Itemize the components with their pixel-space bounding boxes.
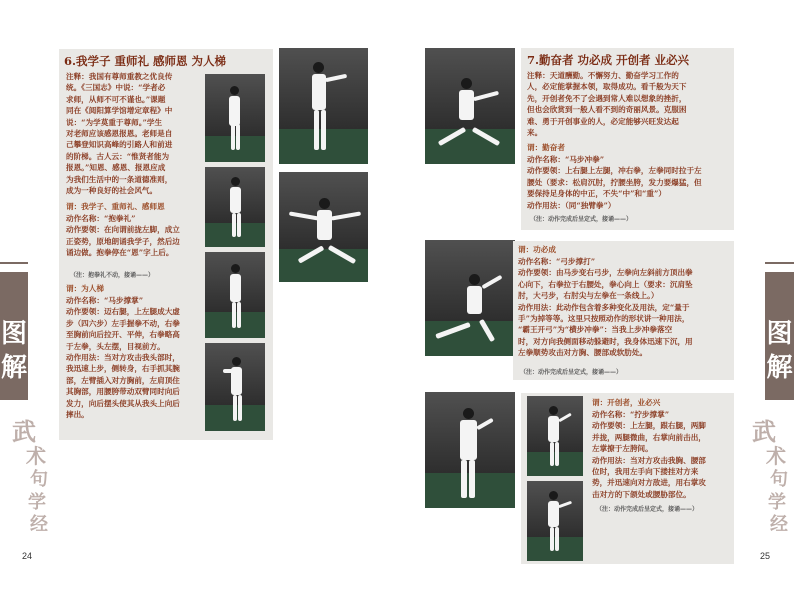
right-tab-char-2: 解: [766, 353, 793, 383]
left-watermark-char-1: 武: [12, 417, 36, 446]
right-subheading-1: 谓：勤奋者: [527, 143, 565, 152]
left-tab-line: [0, 262, 28, 264]
right-subheading-3: 谓：开创者，业必兴: [592, 398, 661, 407]
right-photo-5: [527, 481, 583, 561]
left-photo-4: [205, 343, 265, 431]
right-subheading-2: 谓：功必成: [518, 245, 556, 254]
left-photo-3: [205, 252, 265, 338]
right-watermark-char-1: 武: [752, 417, 776, 446]
right-watermark-char-4: 学: [768, 492, 786, 513]
left-note-1: （注：抱拳礼不动，接诵——）: [70, 272, 155, 279]
right-photo-2: [425, 240, 515, 356]
right-page-number: 25: [760, 551, 771, 561]
left-tab-char-2: 解: [0, 353, 27, 383]
left-watermark-char-4: 学: [28, 492, 46, 513]
left-watermark-char-3: 句: [30, 469, 48, 490]
right-block-3: 动作名称：“拧步撑掌” 动作要领：上左腿，跟右腿，两脚 并拢，两腿微曲，右掌向前击出， 左掌撩于左胯间。 动作用法：当对方攻击我胸、腰部 位时，我用左手向下搂挂对方来 势，并迅速向对方敌进，用右掌攻 击对方的下颌处或腰胁部位。: [592, 410, 706, 499]
right-note-1: （注：动作完成后呈定式，接诵——）: [530, 216, 633, 223]
right-photo-4: [527, 396, 583, 476]
left-tab-char-1: 图: [0, 319, 27, 349]
left-page-number: 24: [22, 551, 33, 561]
right-tab-line: [765, 262, 794, 264]
left-photo-large-1: [279, 48, 368, 164]
left-block-2: 动作名称：“马步撑掌” 动作要领：迈右腿，上左腿成大虚 步（四六步）左手握拳不动，右拳 至胸前向后拉开、平伸，右拳略高 于左拳，头左摆，目视前方。 动作用法：当对方攻击我头部时， 我迅速上步，侧转身，右手抓其腕 部，左臂插入对方胸前，左肩顶住 其胸部，用腰胯带动双臂同时向后 发力，向后摆头使其从我头上向后 摔出。: [66, 296, 180, 420]
left-photo-1: [205, 74, 265, 162]
right-tab-char-1: 图: [766, 319, 793, 349]
left-subheading-2: 谓：为人梯: [66, 284, 104, 293]
right-block-2: 动作名称：“弓步撑打” 动作要领：由马步变右弓步，左拳向左斜前方顶出拳 心向下，右拳拉于右腰处，拳心向上（要求：沉肩坠 肘，大弓步，右肘尖与左拳在一条线上。） 动作用法：此动作包含着多种变化及用法，定“量于 手”为掉等等。这里只按照动作的形状讲一种用法， “霸王开弓”为“横步冲拳”：当我上步冲拳落空 时，对方向我侧面移动躲避时，我身体迅速下沉，用 左拳顺势攻击对方胸、腰部或软肋处。: [518, 257, 693, 358]
right-note-3: （注：动作完成后呈定式，接诵——）: [596, 506, 699, 513]
left-watermark-char-5: 经: [30, 514, 48, 535]
left-block-1: 动作名称：“抱拳礼” 动作要领：在向谓前拢左脚，成立 正姿势，原地朗诵我学子，然后边 诵边做。抱拳停在“恩”字上后。: [66, 214, 180, 258]
right-watermark-char-3: 句: [770, 469, 788, 490]
right-watermark-char-2: 术: [766, 444, 786, 468]
left-subheading-1: 谓：我学子、重师礼、感师恩: [66, 202, 165, 211]
right-photo-1: [425, 48, 515, 164]
left-photo-2: [205, 167, 265, 247]
right-watermark-char-5: 经: [770, 514, 788, 535]
left-section-title: 6.我学子 重师礼 感师恩 为人梯: [64, 54, 227, 68]
right-block-1: 动作名称：“马步冲拳” 动作要领：上右腿上左腿，冲右拳，左拳同时拉于左 腰处（要求：松肩沉肘，拧腰坐胯，发力要爆猛，但 要保持足身体的中正，不失“中”和“重”） 动作用法：（同“独臂拳”）: [527, 155, 702, 210]
left-watermark-char-2: 术: [26, 444, 46, 468]
right-section-title: 7.勤奋者 功必成 开创者 业必兴: [527, 53, 690, 67]
left-photo-large-2: [279, 172, 368, 282]
right-intro-text: 注释：天道酬勤。不懈努力、勤奋学习工作的 人，必定能掌握本领，取得成功。看千般为天下 先，开创者免不了会遇到常人难以想象的挫折， 但也会欣赏到一般人看不到的奇丽风景。克服困 难、勇于开创事业的人，必定能够兴旺发达起 来。: [527, 71, 687, 138]
right-note-2: （注：动作完成后呈定式，接诵——）: [520, 369, 623, 376]
left-intro-text: 注释：我国有尊师重教之优良传 统。《三国志》中说：“学者必 求师，从师不可不谨也。”课题 同在《阅阳算学馆增定章程》中 说：“为学莫重于尊师。”学生 对老师应该感恩报恩。老师是自 己攀登知识高峰的引路人和前进 的阶梯。古人云：“惟贤者能为 报恩。”知恩、感恩、报恩应成 为我们生活中的一条道德准则， 成为一种良好的社会风气。: [66, 72, 173, 196]
right-photo-3: [425, 392, 515, 508]
